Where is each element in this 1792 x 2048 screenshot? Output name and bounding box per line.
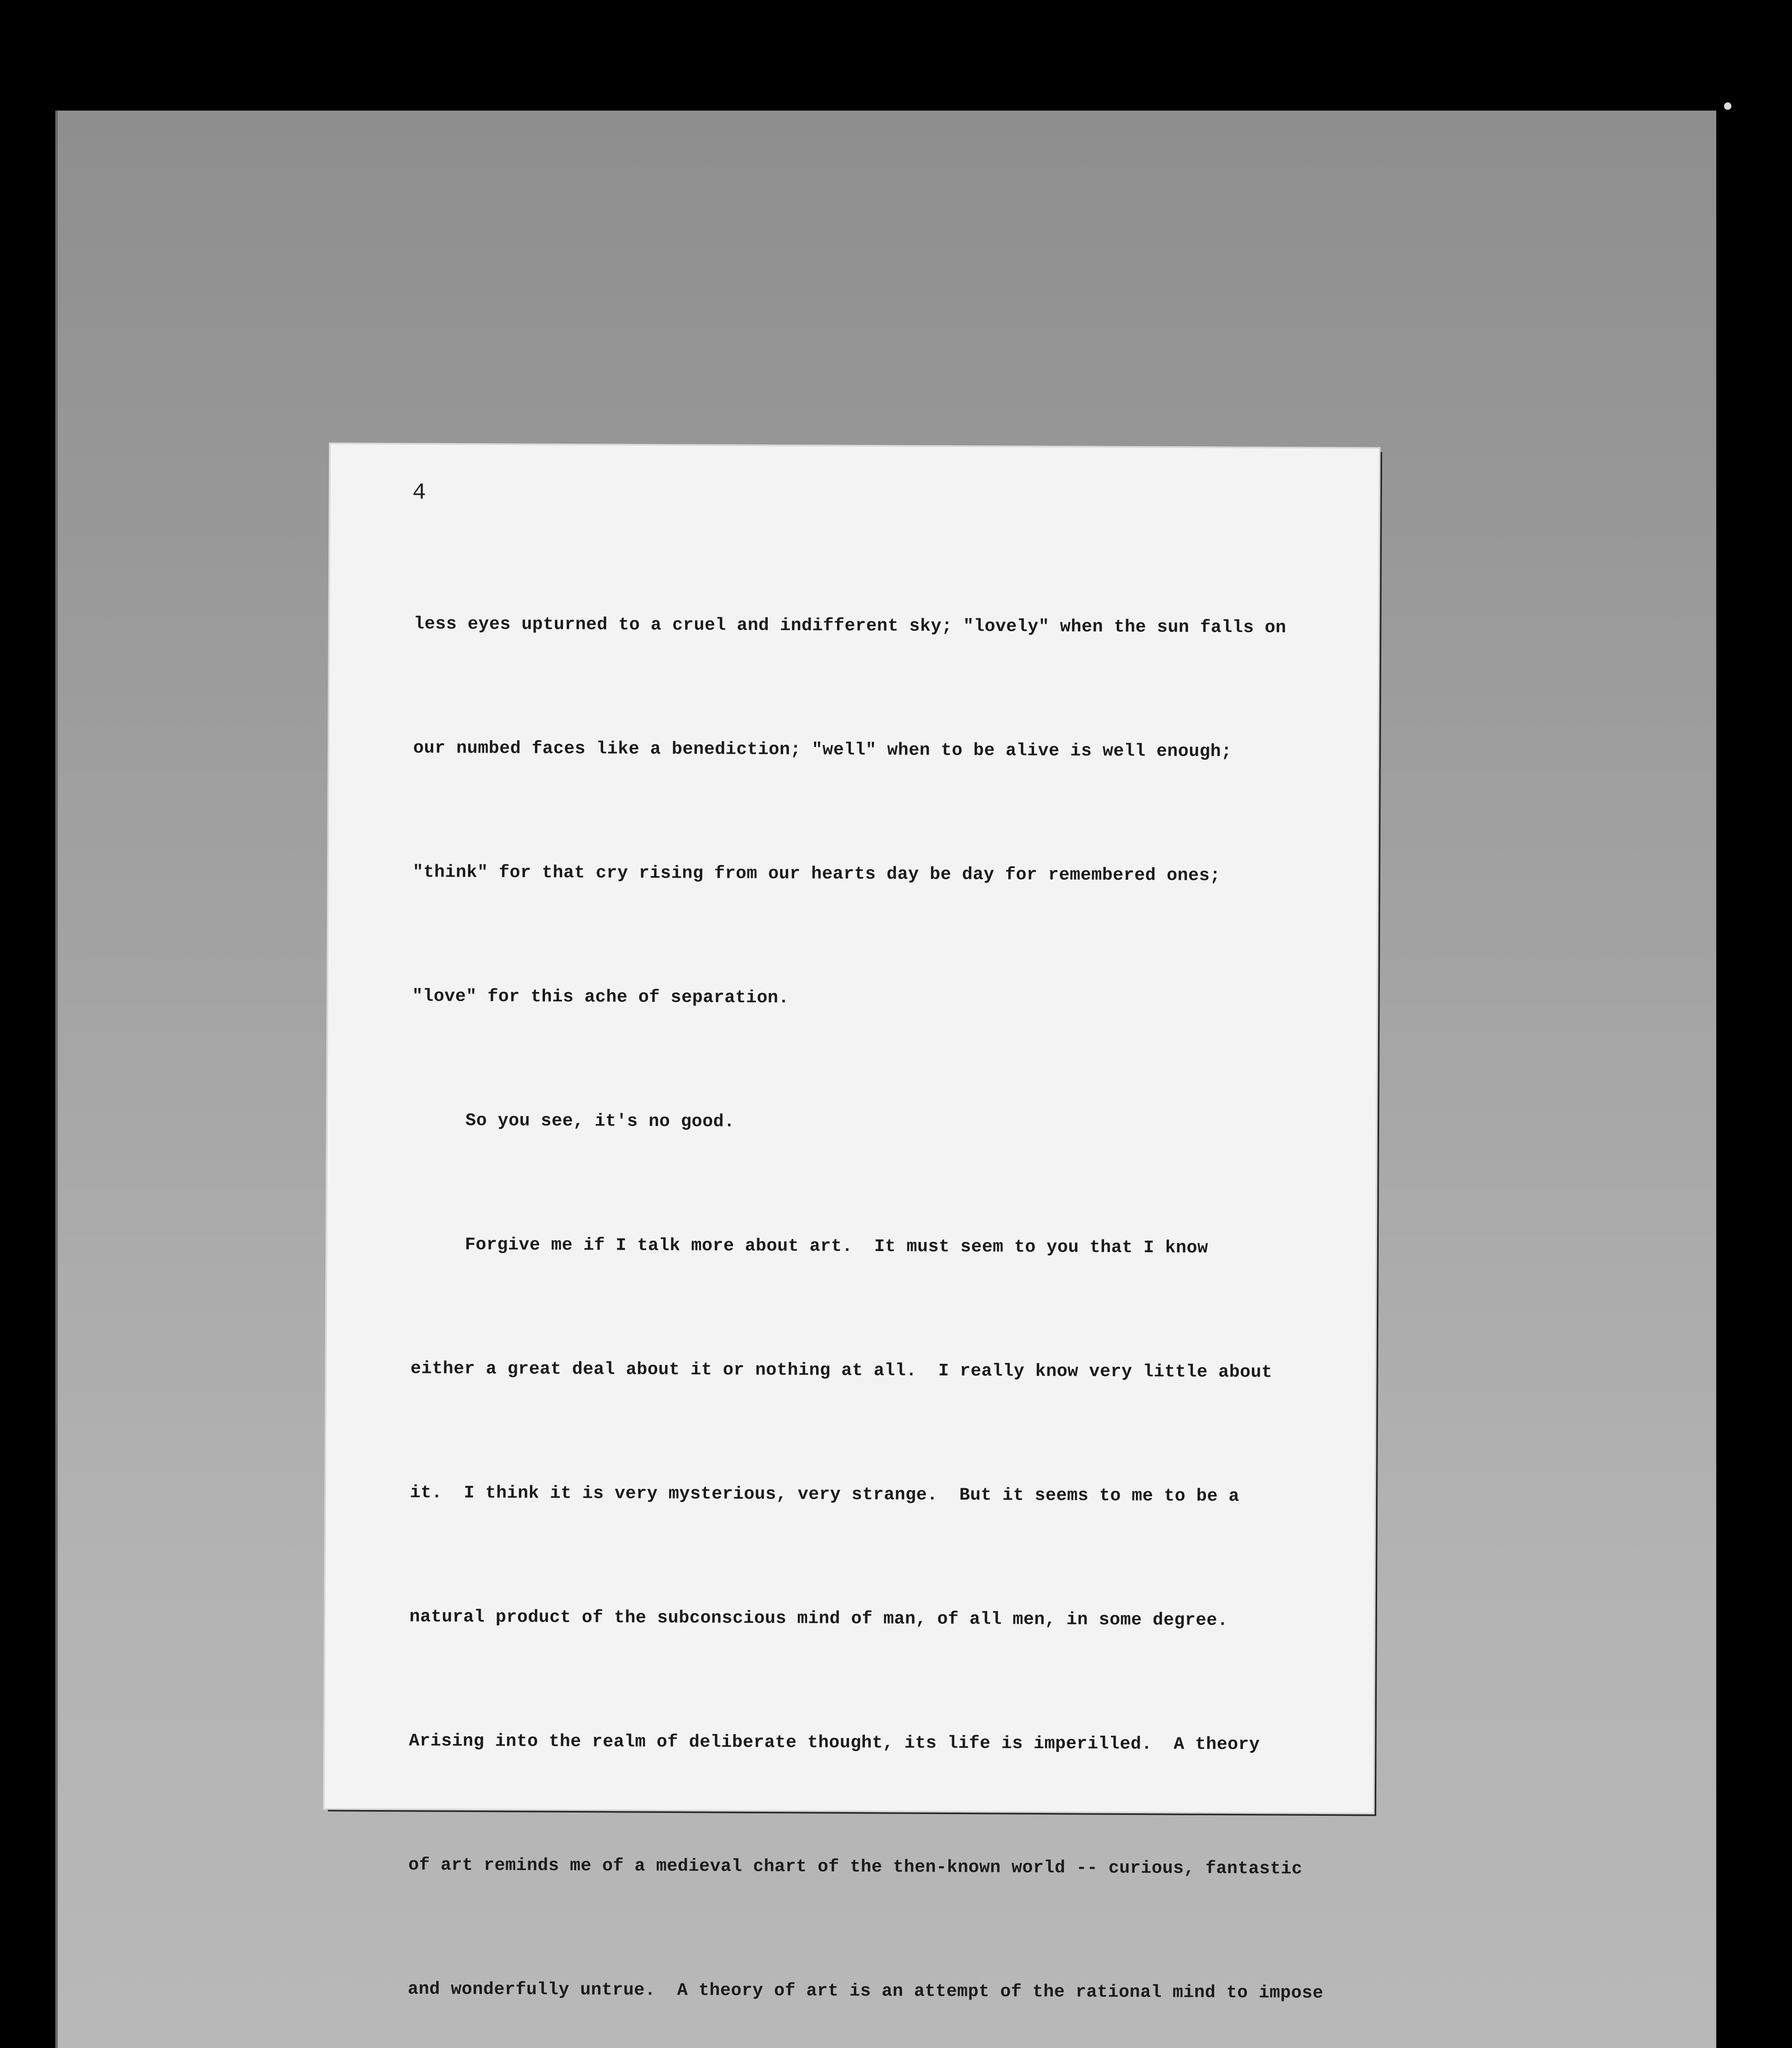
text-line: of art reminds me of a medieval chart of the then-known world -- curious, fantastic	[408, 1855, 1303, 1879]
text-line: either a great deal about it or nothing at all. I really know very little about	[410, 1358, 1272, 1382]
text-line: Arising into the realm of deliberate thought, its life is imperilled. A theory	[409, 1731, 1260, 1755]
text-line: Forgive me if I talk more about art. It must seem to you that I know	[411, 1234, 1208, 1258]
text-line: our numbed faces like a benediction; "well" when to be alive is well enough;	[413, 738, 1232, 762]
film-edge-mark	[1724, 102, 1731, 110]
text-line: "think" for that cry rising from our hearts day be day for remembered ones;	[412, 862, 1221, 886]
text-line: it. I think it is very mysterious, very strange. But it seems to me to be a	[410, 1482, 1240, 1507]
text-line: natural product of the subconscious mind of man, of all men, in some degree.	[409, 1606, 1229, 1631]
text-line: "love" for this ache of separation.	[412, 986, 790, 1008]
text-line: and wonderfully untrue. A theory of art is an attempt of the rational mind to impose	[407, 1979, 1324, 2003]
text-line: So you see, it's no good.	[411, 1110, 735, 1132]
typed-page	[325, 444, 1379, 2003]
page-number: 4	[412, 479, 426, 506]
typed-body-text	[399, 520, 1369, 2048]
text-line: less eyes upturned to a cruel and indifferent sky; "lovely" when the sun falls on	[414, 614, 1287, 638]
